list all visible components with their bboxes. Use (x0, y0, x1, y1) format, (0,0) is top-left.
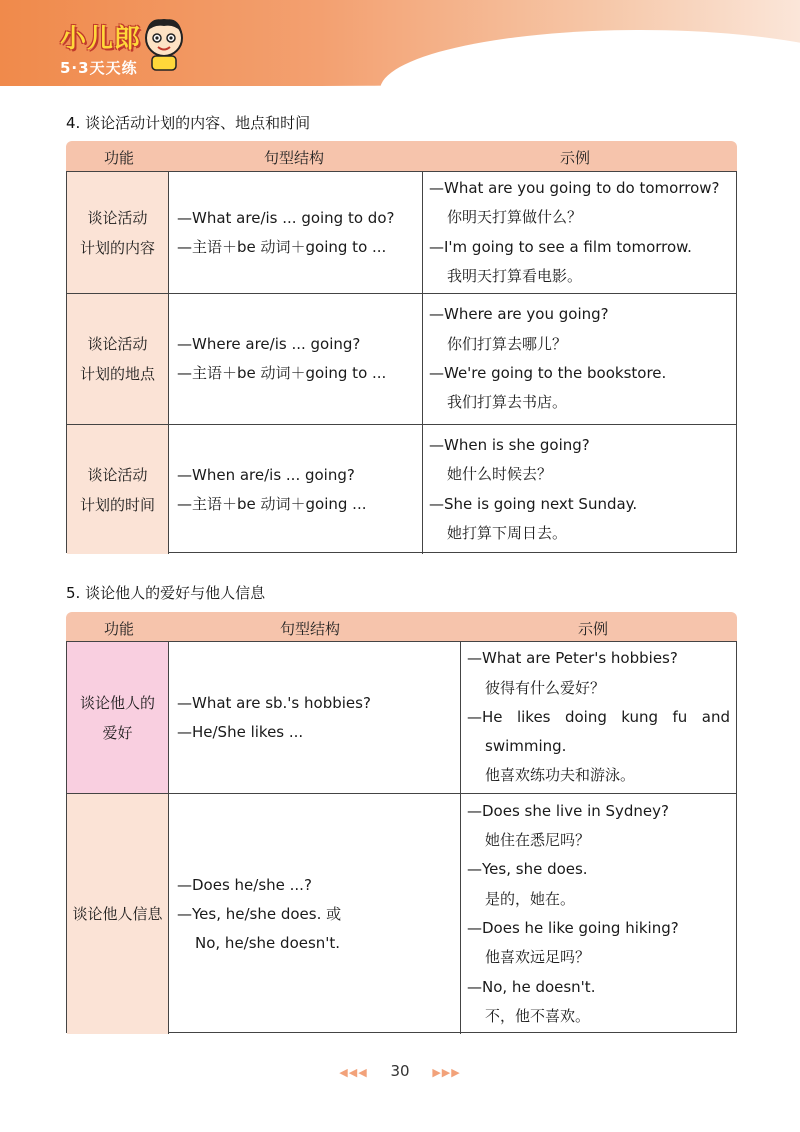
structure-text: —When are/is ... going? (177, 465, 355, 484)
section-4-table-header (66, 141, 737, 171)
table-row (67, 424, 736, 554)
function-cell (67, 294, 169, 424)
example-text: —He likes doing kung fu and (467, 707, 730, 726)
column-header-example: 示例 (578, 620, 609, 638)
example-text: —What are Peter's hobbies? (467, 649, 678, 668)
mascot-icon (140, 16, 188, 72)
example-text: —She is going next Sunday. (429, 494, 638, 513)
example-cell (423, 294, 736, 424)
structure-text: —主语＋be 动词＋going ... (177, 494, 367, 513)
structure-text: —Does he/she ...? (177, 875, 312, 894)
example-text: swimming. (485, 737, 567, 756)
table-row (67, 172, 736, 293)
structure-text: —He/She likes ... (177, 722, 304, 741)
structure-cell (169, 172, 423, 293)
function-cell (67, 642, 169, 793)
example-cell (461, 794, 736, 1034)
function-text: 爱好 (102, 723, 133, 742)
function-text: 谈论活动 (87, 208, 148, 227)
logo-title: 小儿郎 (60, 24, 142, 54)
example-translation: 他喜欢练功夫和游泳。 (485, 766, 636, 785)
structure-text: —What are sb.'s hobbies? (177, 693, 371, 712)
left-arrows-icon: ◀◀◀ (339, 1066, 368, 1079)
structure-text: —主语＋be 动词＋going to ... (177, 364, 387, 382)
example-text: —Where are you going? (429, 305, 609, 324)
page-footer (0, 1062, 800, 1080)
example-translation: 不，他不喜欢。 (485, 1006, 591, 1025)
function-text: 计划的地点 (79, 365, 155, 383)
example-translation: 我们打算去书店。 (447, 393, 568, 412)
table-row (67, 642, 736, 793)
example-cell (423, 425, 736, 554)
section-5-title: 5. 谈论他人的爱好与他人信息 (66, 584, 266, 602)
example-text: —Does she live in Sydney? (467, 801, 670, 820)
example-translation: 她打算下周日去。 (447, 523, 568, 542)
function-text: 计划的时间 (79, 495, 155, 514)
structure-cell (169, 794, 461, 1034)
example-text: —What are you going to do tomorrow? (429, 178, 720, 197)
example-translation: 她住在悉尼吗？ (485, 831, 591, 850)
example-text: —Yes, she does. (467, 860, 588, 879)
structure-cell (169, 294, 423, 424)
structure-text: —主语＋be 动词＋going to ... (177, 237, 387, 256)
function-text: 谈论他人的 (79, 693, 155, 712)
column-header-example: 示例 (560, 149, 591, 167)
example-translation: 你们打算去哪儿？ (447, 334, 568, 353)
logo (60, 18, 141, 78)
example-text: —I'm going to see a film tomorrow. (429, 237, 692, 256)
example-cell (423, 172, 736, 293)
function-text: 谈论活动 (87, 335, 148, 353)
example-translation: 她什么时候去？ (447, 465, 553, 484)
structure-cell (169, 642, 461, 793)
structure-text: No, he/she doesn't. (195, 933, 341, 952)
function-text: 谈论他人信息 (72, 905, 163, 923)
structure-text: —Yes, he/she does. 或 (177, 904, 342, 923)
function-cell (67, 172, 169, 293)
column-header-function: 功能 (104, 149, 135, 167)
column-header-function: 功能 (104, 620, 135, 638)
structure-cell (169, 425, 423, 554)
section-4-table (66, 171, 737, 553)
example-text: —Does he like going hiking? (467, 919, 679, 937)
example-cell (461, 642, 736, 793)
example-translation: 他喜欢远足吗？ (485, 948, 591, 967)
section-5-table-header (66, 612, 737, 642)
page-number: 30 (390, 1062, 410, 1080)
column-header-structure: 句型结构 (264, 149, 325, 167)
example-translation: 我明天打算看电影。 (447, 266, 583, 285)
function-cell (67, 425, 169, 554)
function-cell (67, 794, 169, 1034)
function-text: 计划的内容 (79, 238, 155, 257)
right-arrows-icon: ▶▶▶ (432, 1066, 461, 1079)
column-header-structure: 句型结构 (280, 620, 341, 638)
example-text: —When is she going? (429, 435, 590, 454)
section-4-title: 4. 谈论活动计划的内容、地点和时间 (66, 114, 311, 132)
table-row (67, 793, 736, 1034)
table-row (67, 293, 736, 424)
structure-text: —What are/is ... going to do? (177, 208, 395, 227)
section-5-table (66, 641, 737, 1033)
structure-text: —Where are/is ... going? (177, 335, 361, 353)
logo-subtitle: 5·3天天练 (60, 59, 138, 77)
example-text: —We're going to the bookstore. (429, 364, 667, 382)
example-translation: 是的，她在。 (485, 889, 576, 908)
example-translation: 你明天打算做什么？ (447, 208, 583, 227)
example-translation: 彼得有什么爱好？ (485, 678, 606, 697)
function-text: 谈论活动 (87, 465, 148, 484)
example-text: —No, he doesn't. (467, 977, 596, 996)
